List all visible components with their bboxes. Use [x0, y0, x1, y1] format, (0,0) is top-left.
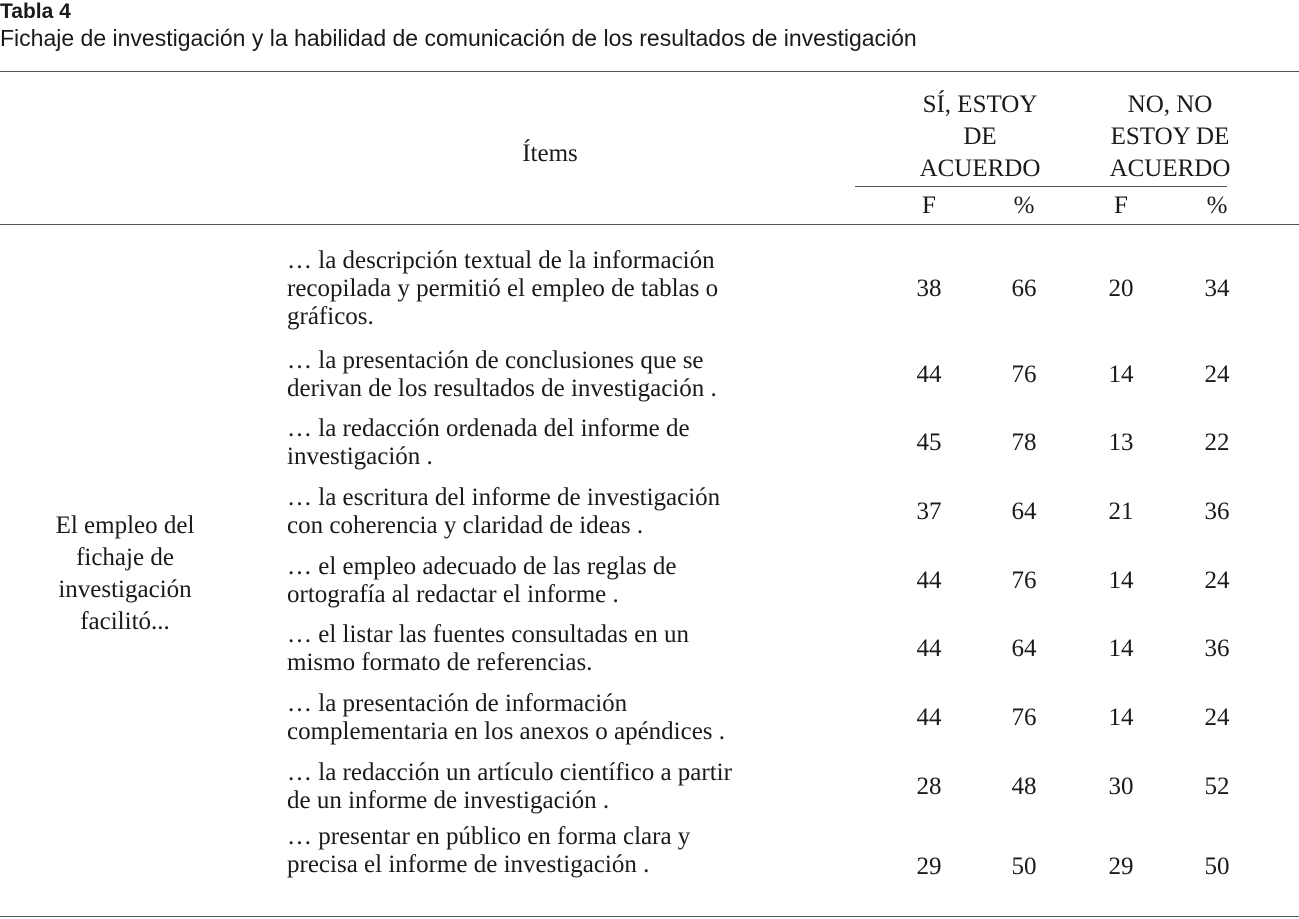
cell-pct-no: 36: [1204, 498, 1230, 525]
item-text: [287, 553, 847, 609]
bottom-rule: [0, 916, 1299, 917]
cell-f-yes: 37: [916, 498, 942, 525]
item-line: … la presentación de información: [287, 690, 628, 717]
item-text: [287, 347, 847, 403]
cell-pct-yes: 48: [1011, 773, 1037, 800]
item-line: … presentar en público en forma clara y: [287, 823, 691, 850]
cell-pct-no: 24: [1204, 567, 1230, 594]
cell-f-no: 21: [1108, 498, 1134, 525]
cell-pct-no: 52: [1204, 773, 1230, 800]
header-group-yes-line: SÍ, ESTOY: [922, 91, 1038, 118]
item-text: [287, 247, 847, 331]
header-pct-yes: %: [1013, 192, 1035, 219]
cell-pct-yes: 64: [1011, 635, 1037, 662]
item-text: [287, 621, 847, 677]
table-row: [0, 617, 1299, 681]
cell-pct-yes: 76: [1011, 704, 1037, 731]
item-text: [287, 415, 847, 471]
cell-f-yes: 29: [916, 853, 942, 880]
cell-pct-yes: 78: [1011, 429, 1037, 456]
item-text: [287, 759, 847, 815]
cell-f-yes: 44: [916, 361, 942, 388]
item-text: [287, 690, 847, 746]
item-line: … la descripción textual de la información: [287, 247, 715, 274]
cell-f-yes: 44: [916, 704, 942, 731]
item-line: investigación .: [287, 443, 433, 470]
table-row: [0, 343, 1299, 407]
table-row: [0, 549, 1299, 613]
table-row: [0, 411, 1299, 475]
cell-f-no: 13: [1108, 429, 1134, 456]
table-caption: [0, 0, 917, 52]
table-row: [0, 480, 1299, 544]
stub-line: investigación: [58, 576, 192, 603]
table-row: [0, 686, 1299, 750]
cell-pct-yes: 66: [1011, 275, 1037, 302]
item-line: precisa el informe de investigación .: [287, 851, 650, 878]
item-line: derivan de los resultados de investigación .: [287, 375, 717, 402]
cell-pct-no: 34: [1204, 275, 1230, 302]
subheader-rule: [855, 186, 1227, 187]
header-group-no: [1070, 89, 1270, 185]
header-f-yes: F: [922, 192, 936, 219]
item-line: gráficos.: [287, 303, 374, 330]
cell-f-no: 14: [1108, 567, 1134, 594]
item-line: con coherencia y claridad de ideas .: [287, 512, 644, 539]
header-group-yes-line: DE: [963, 123, 997, 150]
item-line: … el empleo adecuado de las reglas de: [287, 553, 677, 580]
item-line: ortografía al redactar el informe .: [287, 581, 619, 608]
header-group-yes: [880, 89, 1080, 185]
header-group-no-line: ACUERDO: [1109, 155, 1231, 182]
cell-f-no: 20: [1108, 275, 1134, 302]
cell-f-no: 14: [1108, 635, 1134, 662]
cell-pct-yes: 76: [1011, 567, 1037, 594]
header-group-no-line: ESTOY DE: [1110, 123, 1230, 150]
table-row: [0, 755, 1299, 819]
cell-pct-no: 24: [1204, 704, 1230, 731]
header-items: Ítems: [522, 140, 578, 167]
table-row: [0, 240, 1299, 338]
item-line: … la presentación de conclusiones que se: [287, 347, 704, 374]
stub-line: facilitó...: [80, 608, 170, 635]
cell-f-yes: 44: [916, 567, 942, 594]
cell-f-yes: 44: [916, 635, 942, 662]
cell-pct-yes: 64: [1011, 498, 1037, 525]
item-line: … el listar las fuentes consultadas en un: [287, 621, 689, 648]
cell-pct-no: 36: [1204, 635, 1230, 662]
item-line: recopilada y permitió el empleo de tablas o: [287, 275, 719, 302]
item-text: [287, 823, 847, 879]
cell-pct-no: 22: [1204, 429, 1230, 456]
cell-f-no: 29: [1108, 853, 1134, 880]
header-f-no: F: [1114, 192, 1128, 219]
item-line: … la escritura del informe de investigación: [287, 484, 721, 511]
stub-line: El empleo del: [55, 512, 195, 539]
cell-f-yes: 45: [916, 429, 942, 456]
cell-f-yes: 28: [916, 773, 942, 800]
item-line: … la redacción un artículo científico a partir: [287, 759, 732, 786]
table-label: Tabla 4: [0, 0, 71, 23]
item-line: complementaria en los anexos o apéndices .: [287, 718, 726, 745]
table-row: [0, 823, 1299, 913]
stub-line: fichaje de: [76, 544, 174, 571]
cell-pct-yes: 76: [1011, 361, 1037, 388]
item-text: [287, 484, 847, 540]
cell-f-no: 14: [1108, 704, 1134, 731]
item-line: mismo formato de referencias.: [287, 649, 593, 676]
header-bottom-rule: [0, 224, 1299, 225]
header-pct-no: %: [1206, 192, 1228, 219]
item-line: de un informe de investigación .: [287, 787, 610, 814]
cell-f-yes: 38: [916, 275, 942, 302]
cell-pct-yes: 50: [1011, 853, 1037, 880]
header-group-no-line: NO, NO: [1127, 91, 1213, 118]
table-title: Fichaje de investigación y la habilidad de comunicación de los resultados de investigación: [0, 25, 917, 51]
item-line: … la redacción ordenada del informe de: [287, 415, 690, 442]
cell-f-no: 30: [1108, 773, 1134, 800]
header-group-yes-line: ACUERDO: [919, 155, 1041, 182]
cell-f-no: 14: [1108, 361, 1134, 388]
cell-pct-no: 24: [1204, 361, 1230, 388]
cell-pct-no: 50: [1204, 853, 1230, 880]
top-rule: [0, 71, 1299, 72]
